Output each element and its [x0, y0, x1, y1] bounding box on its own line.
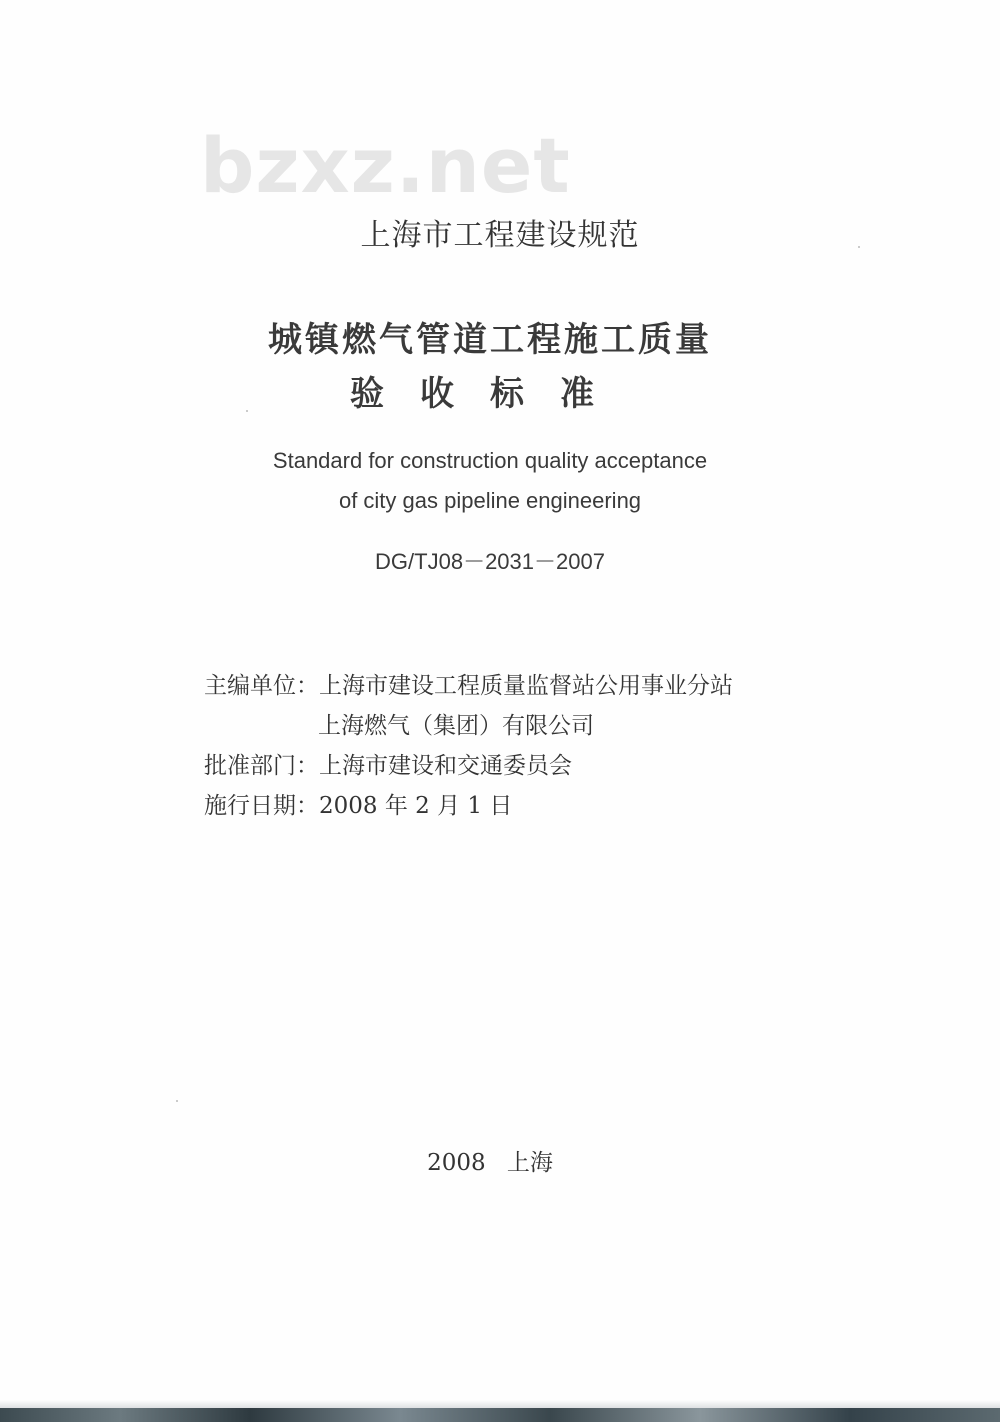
- series-title: 上海市工程建设规范: [360, 218, 640, 253]
- document-title-line1: 城镇燃气管道工程施工质量: [268, 320, 712, 360]
- scan-bottom-edge: [0, 1408, 1000, 1422]
- scan-speck: [246, 410, 248, 412]
- standard-code: DG/TJ08－2031－2007: [375, 549, 605, 574]
- approval-department: 批准部门：上海市建设和交通委员会: [204, 753, 572, 779]
- effective-date: 施行日期：2008 年 2 月 1 日: [204, 793, 513, 819]
- english-title-line1: Standard for construction quality acceptance: [272, 448, 708, 473]
- chief-editor-unit: 主编单位：上海市建设工程质量监督站公用事业分站: [204, 673, 733, 699]
- scan-speck: [858, 246, 860, 248]
- publication-footer: 2008 上海: [427, 1150, 553, 1176]
- document-title-line2: 验收标准: [350, 374, 630, 414]
- scan-edge-shadow: [0, 1400, 1000, 1408]
- watermark: bzxz.net: [200, 121, 571, 210]
- scan-speck: [176, 1100, 178, 1102]
- english-title-line2: of city gas pipeline engineering: [338, 488, 642, 513]
- chief-editor-unit-second: 上海燃气（集团）有限公司: [318, 713, 594, 739]
